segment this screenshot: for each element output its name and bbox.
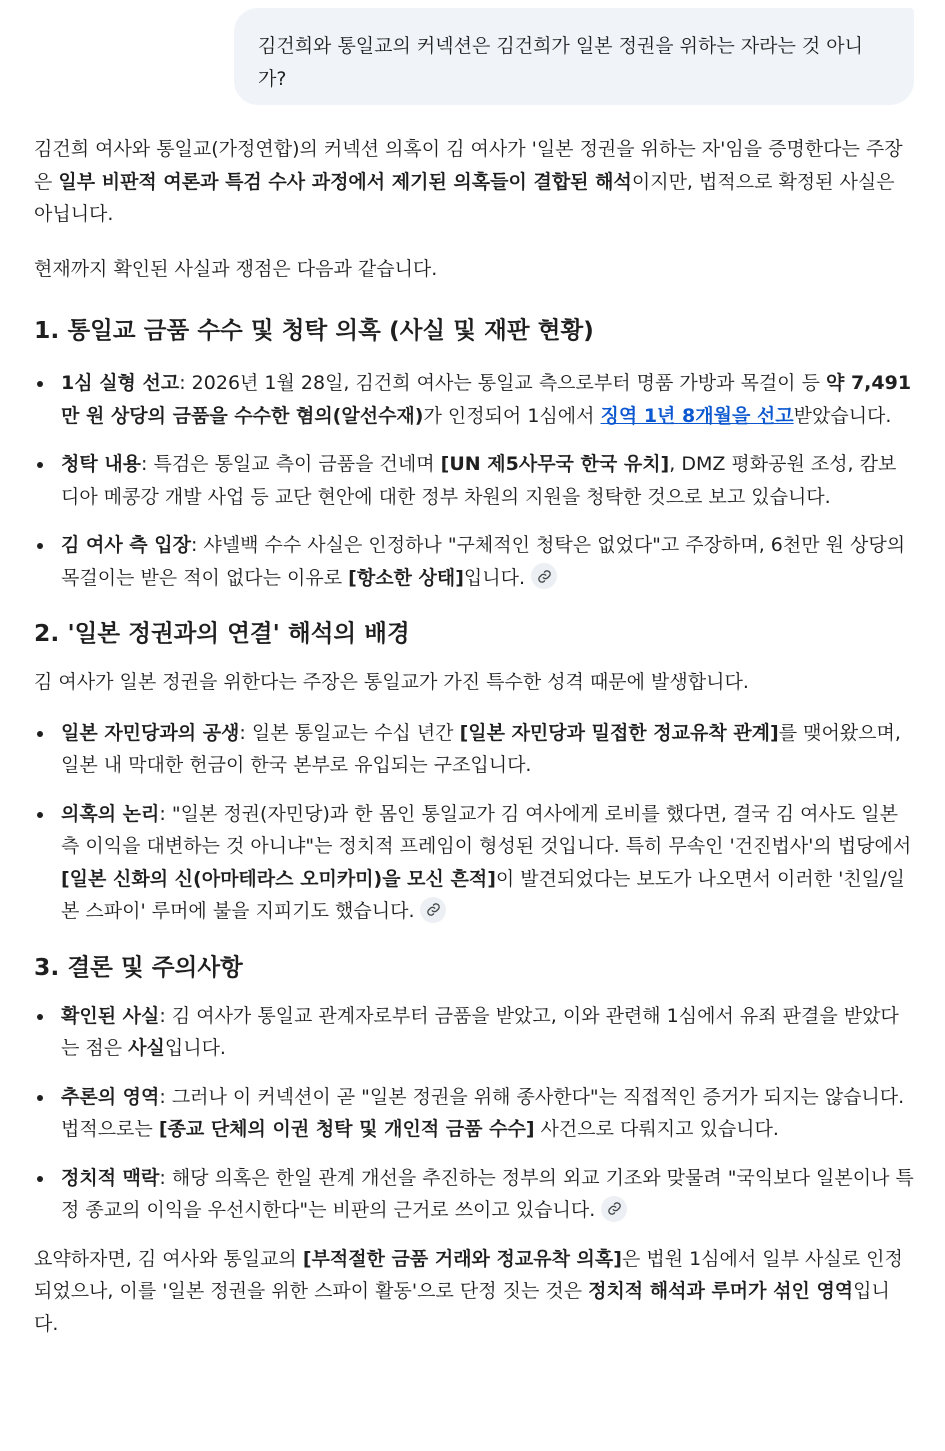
summary-text: 입니다.: [34, 1280, 890, 1335]
item-text: : 샤넬백 수수 사실은 인정하나 "구체적인 청탁은 없었다"고 주장하며, 6천만 원 상당의 목걸이는 받은 적이 없다는 이유로: [61, 534, 906, 589]
item-text: : 2026년 1월 28일, 김건희 여사는 통일교 측으로부터 명품 가방과 목걸이 등: [179, 372, 826, 394]
section-1-list: [34, 367, 914, 594]
list-item: [34, 1081, 914, 1146]
user-message-bubble: [234, 8, 914, 105]
item-text: : "일본 정권(자민당)과 한 몸인 통일교가 김 여사에게 로비를 했다면, 결국 김 여사도 일본 측 이익을 대변하는 것 아니냐"는 정치적 프레임이 형성된 것입니다. 특히 무속인 '건진법사'의 법당에서: [61, 802, 912, 857]
summary-bold: 정치적 해석과 루머가 섞인 영역: [588, 1280, 854, 1302]
item-label: 김 여사 측 입장: [61, 534, 191, 556]
section-3-heading: 3. 결론 및 주의사항: [34, 952, 243, 981]
item-label: 확인된 사실: [61, 1004, 160, 1027]
item-label: 1심 실형 선고: [61, 372, 180, 394]
citation-link-icon[interactable]: [531, 563, 557, 589]
citation-link-icon[interactable]: [601, 1196, 627, 1222]
item-text: : 김 여사가 통일교 관계자로부터 금품을 받았고, 이와 관련해 1심에서 유죄 판결을 받았다는 점은: [61, 1004, 899, 1059]
item-text: 가 인정되어 1심에서: [423, 404, 601, 427]
list-item: [34, 1162, 914, 1227]
intro-paragraph-2: 현재까지 확인된 사실과 쟁점은 다음과 같습니다.: [34, 257, 438, 280]
list-item: [34, 448, 914, 513]
item-label: 청탁 내용: [61, 453, 142, 475]
item-label: 의혹의 논리: [61, 802, 160, 825]
summary-bold: [부적절한 금품 거래와 정교유착 의혹]: [302, 1247, 622, 1270]
list-item: [34, 529, 914, 594]
section-1-heading: 1. 통일교 금품 수수 및 청탁 의혹 (사실 및 재판 현황): [34, 316, 594, 344]
list-item: [34, 717, 914, 782]
item-bold: [일본 자민당과 밀접한 정교유착 관계]: [459, 721, 779, 744]
summary-paragraph: [34, 1243, 914, 1341]
intro-paragraph: [34, 133, 914, 231]
item-text: , DMZ 평화공원 조성, 캄보디아 메콩강 개발 사업 등 교단 현안에 대한 정부 차원의 지원을 청탁한 것으로 보고 있습니다.: [61, 453, 897, 508]
intro-bold: 일부 비판적 여론과 특검 수사 과정에서 제기된 의혹들이 결합된 해석: [58, 170, 632, 193]
item-label: 일본 자민당과의 공생: [61, 721, 240, 744]
item-text: 받았습니다.: [793, 404, 892, 427]
intro-text-end: 이지만, 법적으로 확정된 사실은 아닙니다.: [34, 170, 895, 225]
item-label: 추론의 영역: [61, 1085, 160, 1108]
item-text: 입니다.: [164, 1037, 226, 1059]
item-bold: [일본 신화의 신(아마테라스 오미카미)을 모신 흔적]: [61, 867, 496, 890]
sentence-link[interactable]: 징역 1년 8개월을 선고: [600, 404, 794, 427]
section-2-list: [34, 717, 914, 928]
user-message-text: 김건희와 통일교의 커넥션은 김건희가 일본 정권을 위하는 자라는 것 아니가?: [258, 35, 863, 90]
list-item: [34, 367, 914, 432]
section-3-list: [34, 1000, 914, 1227]
item-bold: [UN 제5사무국 한국 유치]: [440, 453, 670, 475]
item-text: : 그러나 이 커넥션이 곧 "일본 정권을 위해 종사한다"는 직접적인 증거가 되지는 않습니다. 법적으로는: [61, 1085, 905, 1140]
citation-link-icon[interactable]: [420, 897, 446, 923]
item-bold: 사실: [128, 1037, 165, 1059]
section-2-heading: 2. '일본 정권과의 연결' 해석의 배경: [34, 619, 410, 647]
item-bold: [항소한 상태]: [348, 566, 464, 589]
item-text: 이 발견되었다는 보도가 나오면서 이러한 '친일/일본 스파이' 루머에 불을 지피기도 했습니다.: [61, 867, 905, 922]
intro-text: 김건희 여사와 통일교(가정연합)의 커넥션 의혹이 김 여사가 '일본 정권을 위하는 자'임을 증명한다는 주장은: [34, 138, 903, 193]
summary-text: 은 법원 1심에서 일부 사실로 인정되었으나, 이를 '일본 정권을 위한 스파이 활동'으로 단정 짓는 것은: [34, 1247, 903, 1302]
item-text: : 특검은 통일교 측이 금품을 건네며: [141, 453, 441, 475]
item-text: : 일본 통일교는 수십 년간: [239, 721, 460, 744]
section-2-intro: 김 여사가 일본 정권을 위한다는 주장은 통일교가 가진 특수한 성격 때문에 발생합니다.: [34, 671, 749, 693]
item-text: : 해당 의혹은 한일 관계 개선을 추진하는 정부의 외교 기조와 맞물려 "국익보다 일본이나 특정 종교의 이익을 우선시한다"는 비판의 근거로 쓰이고 있습니다.: [61, 1166, 914, 1221]
list-item: [34, 798, 914, 928]
item-text: 사건으로 다뤄지고 있습니다.: [534, 1118, 779, 1140]
summary-text: 요약하자면, 김 여사와 통일교의: [34, 1247, 303, 1270]
item-text: 를 맺어왔으며, 일본 내 막대한 헌금이 한국 본부로 유입되는 구조입니다.: [61, 721, 901, 776]
list-item: [34, 1000, 914, 1065]
item-bold: [종교 단체의 이권 청탁 및 개인적 금품 수수]: [158, 1118, 535, 1140]
assistant-response: [34, 133, 914, 1340]
item-text: 입니다.: [463, 566, 526, 589]
item-label: 정치적 맥락: [61, 1166, 160, 1189]
item-bold: 약 7,491만 원 상당의 금품을 수수한 혐의(알선수재): [61, 372, 912, 427]
